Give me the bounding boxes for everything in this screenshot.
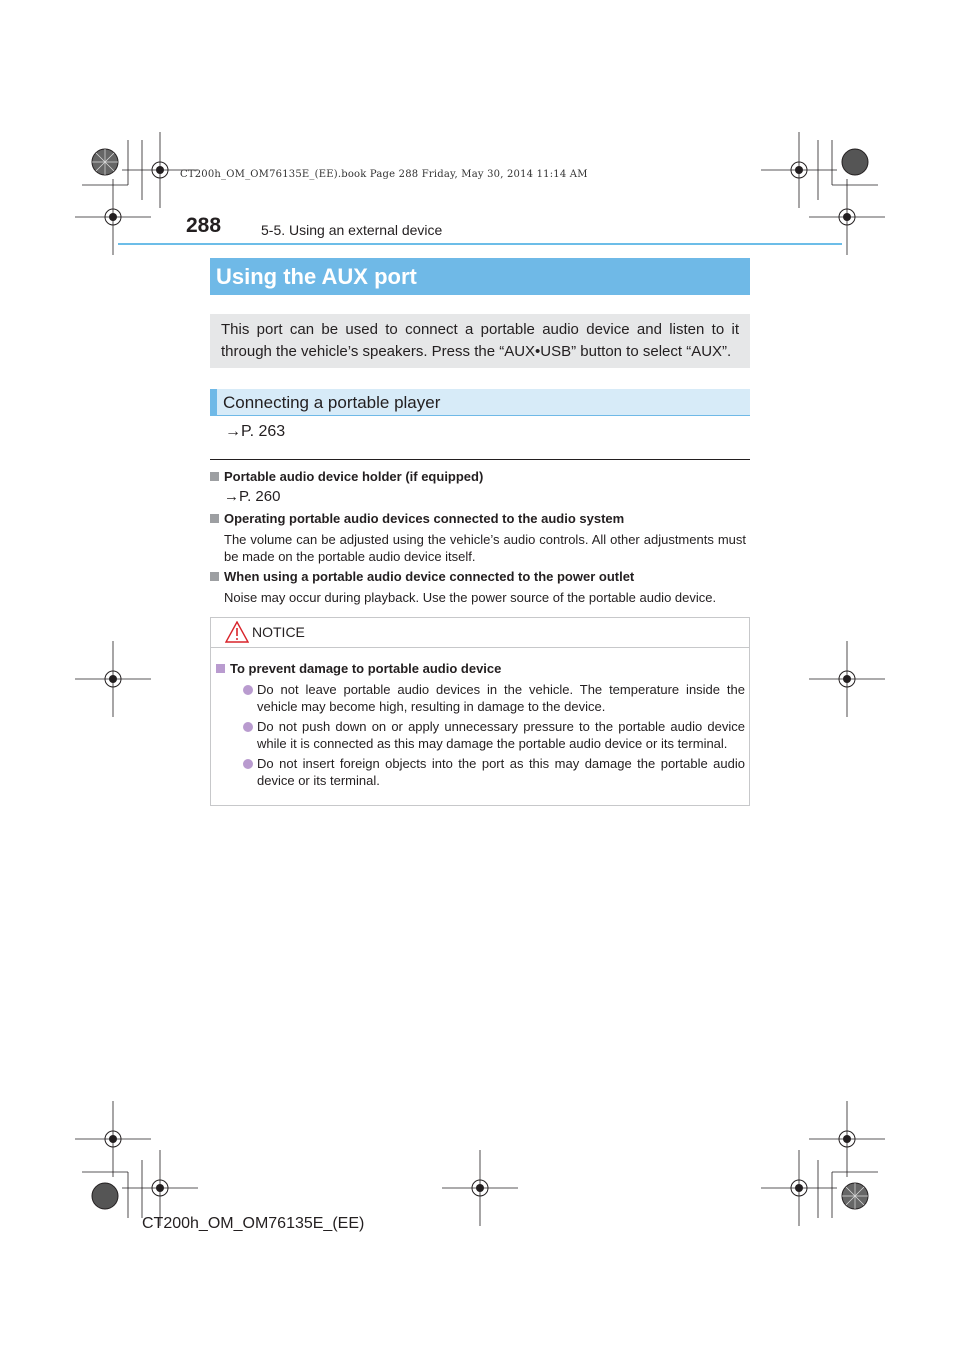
square-bullet-icon: [216, 664, 225, 673]
footer-document-code: CT200h_OM_OM76135E_(EE): [142, 1215, 365, 1232]
note-body: Noise may occur during playback. Use the power source of the portable audio device.: [224, 590, 717, 605]
circle-bullet-icon: [243, 722, 253, 732]
main-heading: Using the AUX port: [210, 258, 750, 295]
notice-header: [211, 618, 749, 648]
notice-item: Do not push down on or apply unnecessary pressure to the portable audio device while it is connected as this may damage the portable audio device or its terminal.: [243, 719, 745, 752]
notice-label: NOTICE: [252, 624, 305, 640]
notice-item: Do not leave portable audio devices in the vehicle. The temperature inside the vehicle may become high, resulting in damage to the device.: [243, 682, 745, 715]
circle-bullet-icon: [243, 759, 253, 769]
warning-triangle-icon: [225, 621, 249, 643]
note-title: Operating portable audio devices connected to the audio system: [210, 511, 624, 526]
page-reference-link[interactable]: →P. 263: [225, 423, 286, 440]
sub-heading: Connecting a portable player: [210, 389, 750, 416]
header-rule: [118, 243, 842, 245]
intro-text: This port can be used to connect a portable audio device and listen to it through the vehicle’s speakers. Press the “AUX•USB” button to select “AUX”.: [221, 321, 739, 360]
square-bullet-icon: [210, 572, 219, 581]
square-bullet-icon: [210, 472, 219, 481]
square-bullet-icon: [210, 514, 219, 523]
note-body: The volume can be adjusted using the vehicle’s audio controls. All other adjustments must be made on the portable audio device itself.: [224, 532, 746, 564]
print-info: CT200h_OM_OM76135E_(EE).book Page 288 Friday, May 30, 2014 11:14 AM: [180, 169, 588, 180]
section-title: 5-5. Using an external device: [261, 222, 443, 238]
section-divider: [210, 459, 750, 460]
intro-box: [210, 314, 750, 368]
registration-solid-icon: [92, 1183, 118, 1209]
note-title: Portable audio device holder (if equipped): [210, 469, 483, 484]
page-reference-link[interactable]: →P. 260: [224, 488, 281, 505]
note-title: When using a portable audio device connected to the power outlet: [210, 569, 634, 584]
circle-bullet-icon: [243, 685, 253, 695]
notice-box: [210, 617, 750, 806]
page-number: 288: [186, 214, 222, 237]
notice-item: Do not insert foreign objects into the port as this may damage the portable audio device or its terminal.: [243, 756, 745, 789]
registration-solid-icon: [842, 149, 868, 175]
notice-title: To prevent damage to portable audio device: [216, 661, 501, 676]
